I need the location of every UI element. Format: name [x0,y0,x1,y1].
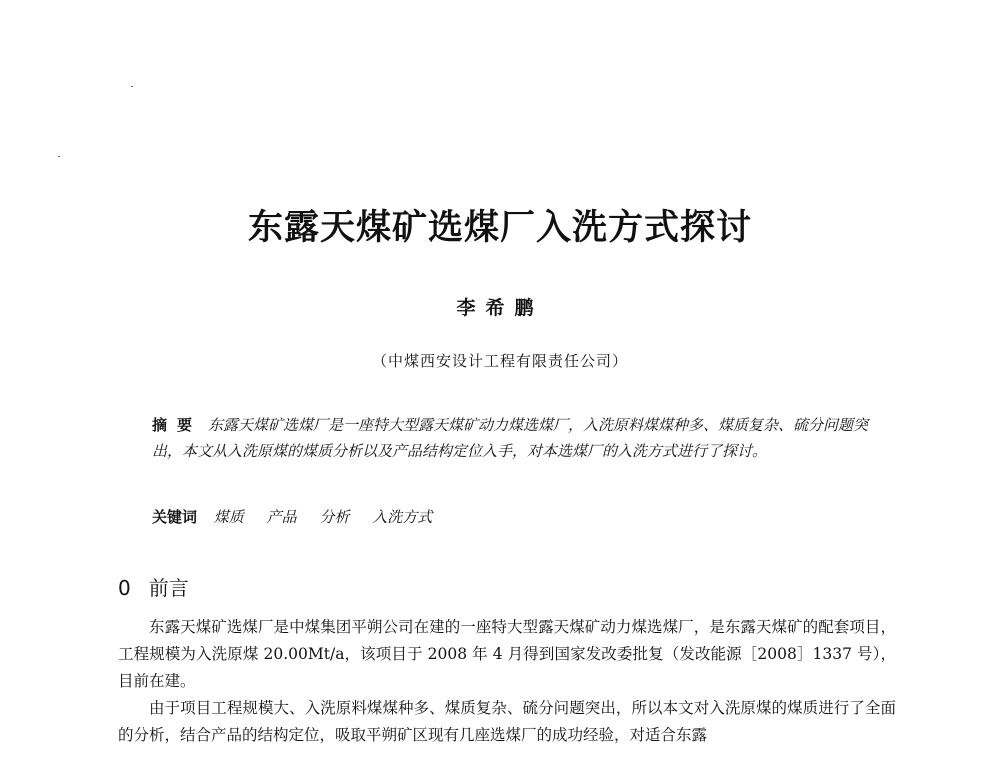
abstract [152,412,872,464]
paragraph: 由于项目工程规模大、入洗原料煤煤种多、煤质复杂、硫分问题突出，所以本文对入洗原煤的煤质进行了全面的分析，结合产品的结构定位，吸取平朔矿区现有几座选煤厂的成功经验，对适合东露 [118,699,896,744]
section-heading [118,572,189,601]
paper-title: 东露天煤矿选煤厂入洗方式探讨 [247,207,752,248]
keywords-label: 关键词 [152,508,198,526]
paragraph: 东露天煤矿选煤厂是中煤集团平朔公司在建的一座特大型露天煤矿动力煤选煤厂，是东露天煤矿的配套项目，工程规模为入洗原煤 20.00Mt/a，该项目于 2008 年 4 月得到国家发改委批复（发改能源［2008］1337 号），目前在建。 [118,618,896,690]
author-affiliation: （中煤西安设计工程有限责任公司） [371,352,628,370]
scan-speck [58,156,60,157]
keyword-item: 分析 [319,508,350,526]
abstract-label: 摘要 [152,416,203,434]
author-name: 李希鹏 [456,297,544,319]
section-number: 0 [118,576,131,600]
keyword-item: 产品 [266,508,297,526]
keyword-item: 入洗方式 [372,508,433,526]
body-text [118,614,896,749]
abstract-text: 东露天煤矿选煤厂是一座特大型露天煤矿动力煤选煤厂，入洗原料煤煤种多、煤质复杂、硫分问题突出，本文从入洗原煤的煤质分析以及产品结构定位入手，对本选煤厂的入洗方式进行了探讨。 [152,416,869,460]
keywords [152,504,872,530]
section-title: 前言 [148,576,189,600]
keyword-item: 煤质 [213,508,244,526]
scan-speck [131,86,133,87]
